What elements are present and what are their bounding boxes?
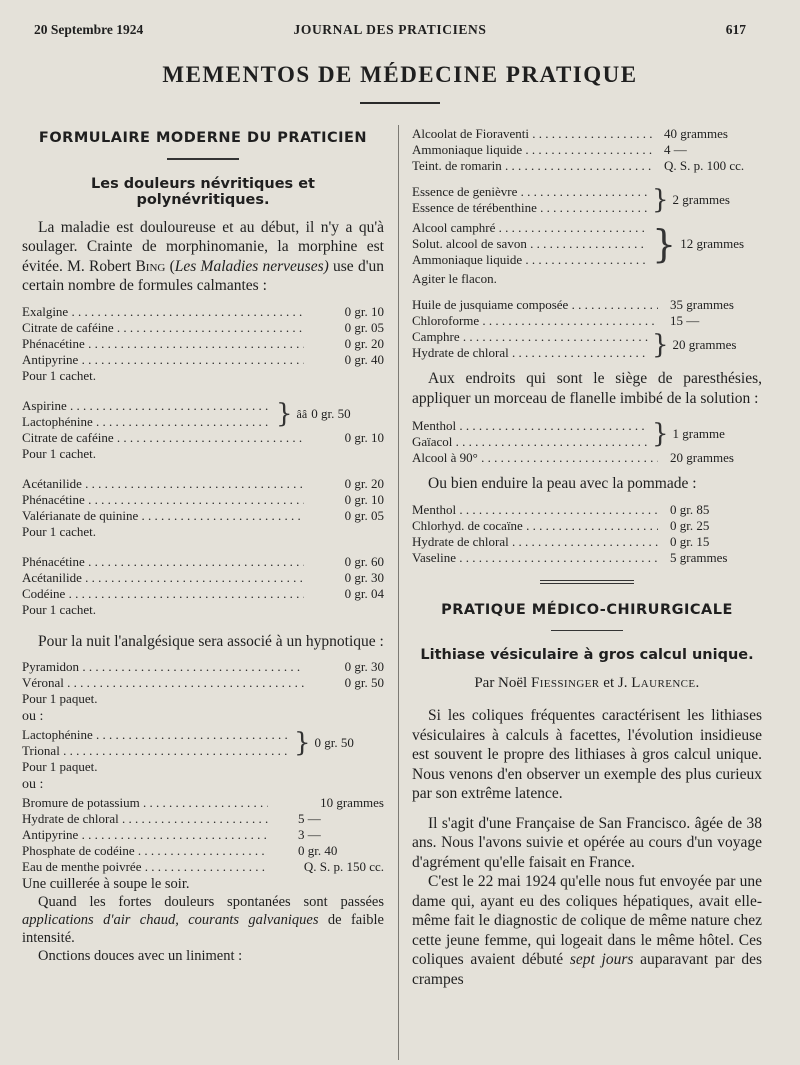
rx-name: Alcool camphré . . .: [412, 220, 648, 236]
rx-row: [22, 570, 384, 586]
rx-row: [22, 659, 384, 675]
rx-qty: 0 gr. 04: [344, 585, 384, 601]
rx-qty: 0 gr. 05: [344, 319, 384, 335]
rx-name: Phénacétine . . .: [22, 336, 304, 352]
rx-row: [22, 795, 384, 811]
byline-author-1: Fiessinger: [530, 675, 600, 691]
rx-name: Huile de jusquiame composée . . .: [412, 297, 658, 313]
intro-text-c: use d'un certain nombre de formules calmantes :: [22, 257, 384, 294]
rx-qty: 20 grammes: [670, 450, 734, 465]
section-rule: [551, 630, 623, 632]
formula-r1: [412, 126, 762, 174]
rx-ana: ââ: [296, 406, 308, 421]
rx-qty: 0 gr. 05: [344, 507, 384, 523]
section-title-formulaire: FORMULAIRE MODERNE DU PRATICIEN: [38, 130, 368, 146]
rx-row: [22, 430, 384, 446]
rx-row: [22, 554, 384, 570]
ou-label: ou :: [22, 709, 44, 724]
rx-brace-group: [412, 329, 762, 361]
rx-name: Menthol . . .: [412, 502, 658, 518]
formula-5: [22, 659, 384, 707]
rx-name: Bromure de potassium . . .: [22, 795, 268, 811]
rx-qty: 0 gr. 20: [344, 335, 384, 351]
running-header: [34, 20, 746, 42]
rx-qty: 0 gr. 10: [344, 303, 384, 319]
section-rule: [167, 158, 239, 160]
rx-name: Hydrate de chloral . . .: [22, 811, 268, 827]
rx-qty: 0 gr. 20: [344, 475, 384, 491]
rx-name: Acétanilide . . .: [22, 570, 304, 586]
formula-r4: [412, 297, 762, 361]
rx-name: Lactophénine . . .: [22, 727, 290, 743]
intro-text-a: La maladie est douloureuse et au début, il n'y a qu'à soulager. Crainte de morphinomanie, la morphine est évitée. M. Robert: [22, 218, 384, 275]
rx-name: Lactophénine . . .: [22, 414, 272, 430]
rx-qty: 0 gr. 15: [670, 533, 710, 549]
rx-qty: 5 grammes: [670, 549, 728, 565]
byline-author-2: Laurence.: [631, 675, 700, 691]
rx-row: [22, 352, 384, 368]
title-rule: [360, 102, 440, 104]
header-date: 20 Septembre 1924: [34, 22, 144, 37]
right-column: [412, 126, 762, 989]
rx-qty: 0 gr. 50: [311, 405, 351, 421]
article-subtitle-lithiase: Lithiase vésiculaire à gros calcul unique.: [420, 647, 754, 663]
rx-name: Essence de térébenthine . . .: [412, 200, 648, 216]
rx-row: [22, 675, 384, 691]
formula-r6: [412, 502, 762, 566]
page-title: MEMENTOS DE MÉDECINE PRATIQUE: [162, 62, 638, 87]
rx-qty: 12 grammes: [680, 236, 745, 251]
rx-name: Antipyrine . . .: [22, 827, 268, 843]
intro-book-title: Les Maladies nerveuses): [174, 257, 329, 275]
rx-name: Hydrate de chloral . . .: [412, 345, 648, 361]
rx-name: Codéine . . .: [22, 586, 304, 602]
rx-name: Vaseline . . .: [412, 550, 658, 566]
rx-name: Menthol . . .: [412, 418, 648, 434]
rx-row: [22, 476, 384, 492]
rx-name: Acétanilide . . .: [22, 476, 304, 492]
rx-name: Pyramidon . . .: [22, 659, 304, 675]
rx-name: Ammoniaque liquide . . .: [412, 252, 648, 268]
rx-name: Eau de menthe poivrée . . .: [22, 859, 268, 875]
brace: }: [276, 398, 293, 429]
formula-r5: [412, 418, 762, 466]
rx-qty: 2 grammes: [672, 192, 730, 207]
column-separator: [398, 125, 399, 1060]
rx-row: [412, 142, 762, 158]
rx-qty: 0 gr. 40: [298, 843, 338, 858]
rx-qty: 0 gr. 30: [344, 569, 384, 585]
rx-qty: 0 gr. 10: [344, 429, 384, 445]
rx-row: [22, 492, 384, 508]
intro-author: Bing: [135, 257, 166, 275]
rx-qty: 0 gr. 25: [670, 517, 710, 533]
pommade-paragraph: Ou bien enduire la peau avec la pommade :: [428, 475, 697, 492]
rx-name: Phosphate de codéine . . .: [22, 843, 268, 859]
rx-qty: 40 grammes: [664, 126, 728, 141]
rx-note: Pour 1 cachet.: [22, 367, 97, 383]
rx-name: Solut. alcool de savon . . .: [412, 236, 648, 252]
formula-2: [22, 398, 384, 462]
rx-qty: 0 gr. 50: [344, 675, 384, 690]
rx-name: Phénacétine . . .: [22, 492, 304, 508]
rx-row: [412, 502, 762, 518]
rx-qty: 0 gr. 60: [344, 553, 384, 569]
rx-brace-group: [22, 398, 384, 430]
rx-name: Phénacétine . . .: [22, 554, 304, 570]
rx-row: [22, 811, 384, 827]
rx-qty: 20 grammes: [672, 337, 737, 352]
rx-row: [22, 827, 384, 843]
brace: }: [652, 330, 669, 360]
rx-qty: 0 gr. 10: [344, 491, 384, 507]
formula-6: [22, 727, 384, 775]
article-paragraph-2: Il s'agit d'une Française de San Francisco. âgée de 38 ans. Nous l'avons suivie et opérée au cours d'un voyage d'agrément qu'elle faisait en France.: [412, 814, 762, 871]
pain-paragraph: [22, 893, 384, 947]
rx-name: Essence de genièvre . . .: [412, 184, 648, 200]
left-column: [22, 126, 384, 965]
rx-row: [412, 158, 762, 174]
rx-name: Teint. de romarin . . .: [412, 158, 652, 174]
byline: [412, 675, 762, 692]
brace: }: [652, 185, 669, 215]
rx-qty: 15 —: [670, 313, 700, 328]
rx-name: Camphre . . .: [412, 329, 648, 345]
rx-brace-group: [412, 184, 762, 216]
rx-qty: 35 grammes: [670, 297, 734, 312]
p3-text-c: auparavant par des crampes: [412, 951, 762, 988]
header-page-number: 617: [725, 22, 746, 37]
intro-text-b: (: [165, 257, 175, 275]
section-title-pratique: PRATIQUE MÉDICO-CHIRURGICALE: [441, 601, 733, 618]
rx-note: Pour 1 cachet.: [22, 445, 97, 461]
rx-row: [412, 450, 762, 466]
rx-row: [412, 126, 762, 142]
rx-row: [22, 586, 384, 602]
brace: }: [652, 419, 669, 449]
rx-name: Chloroforme . . .: [412, 313, 658, 329]
byline-et: et J.: [599, 675, 632, 691]
formula-3: [22, 476, 384, 540]
brace: }: [294, 728, 311, 758]
rx-note: Pour 1 paquet.: [22, 759, 98, 774]
rx-row: [412, 518, 762, 534]
rx-qty: 0 gr. 50: [314, 735, 354, 750]
rx-name: Alcool à 90° . . .: [412, 450, 658, 466]
formula-4: [22, 554, 384, 618]
rx-row: [412, 297, 762, 313]
rx-qty: Q. S. p. 100 cc.: [664, 158, 745, 173]
pain-text-italic: applications d'air chaud, courants galvaniques: [22, 912, 319, 928]
f7-dosage: Une cuillerée à soupe le soir.: [22, 876, 190, 892]
header-journal-name: JOURNAL DES PRATICIENS: [293, 22, 487, 37]
formula-7: [22, 795, 384, 875]
rx-brace-group: [412, 220, 762, 268]
rx-qty: 3 —: [298, 827, 321, 842]
rx-brace-group: [22, 727, 384, 759]
brace: }: [652, 222, 677, 266]
rx-note: Pour 1 paquet.: [22, 691, 98, 706]
rx-name: Citrate de caféine . . .: [22, 430, 304, 446]
paresthesies-paragraph: Aux endroits qui sont le siège de paresthésies, appliquer un morceau de flanelle imbibé de la solution :: [412, 370, 762, 407]
byline-par: Par Noël: [474, 675, 531, 691]
formula-r3: [412, 220, 762, 287]
rx-row: [22, 859, 384, 875]
p3-text-a: C'est le 22 mai 1924 qu'elle nous fut envoyée par une dame qui, ayant eu des coliques hépatiques, avait elle-même fait le diagnostic de colique de même nature chez cette jeune femme, qui logeait dans le même hôtel. Ces coliques avaient débuté: [412, 873, 762, 968]
rx-qty: 10 grammes: [320, 795, 384, 810]
article-paragraph-3: [412, 872, 762, 989]
rx-qty: 1 gramme: [672, 426, 725, 441]
rx-note: Pour 1 cachet.: [22, 523, 97, 539]
rx-note: Pour 1 cachet.: [22, 601, 97, 617]
rx-name: Valérianate de quinine . . .: [22, 508, 304, 524]
article-subtitle-douleurs: Les douleurs névritiques et polynévritiques.: [91, 175, 315, 208]
rx-row: [412, 534, 762, 550]
rx-name: Gaïacol . . .: [412, 434, 648, 450]
rx-row: [22, 304, 384, 320]
rx-name: Véronal . . .: [22, 675, 304, 691]
rx-qty: 4 —: [664, 142, 687, 157]
rx-name: Alcoolat de Fioraventi . . .: [412, 126, 652, 142]
rx-qty: 0 gr. 30: [344, 659, 384, 674]
rx-row: [412, 550, 762, 566]
rx-name: Hydrate de chloral . . .: [412, 534, 658, 550]
rx-row: [22, 843, 384, 859]
rx-name: Antipyrine . . .: [22, 352, 304, 368]
p3-italic: sept jours: [569, 951, 634, 968]
rx-note: Agiter le flacon.: [412, 271, 497, 286]
ou-label: ou :: [22, 777, 44, 792]
rx-brace-group: [412, 418, 762, 450]
rx-row: [22, 320, 384, 336]
rx-qty: 0 gr. 40: [344, 351, 384, 367]
rx-name: Trional . . .: [22, 743, 290, 759]
rx-qty: 5 —: [298, 811, 321, 826]
rx-name: Aspirine . . .: [22, 398, 272, 414]
pain-text-a: Quand les fortes douleurs spontanées sont passées: [38, 894, 384, 910]
rx-row: [22, 508, 384, 524]
rx-name: Exalgine . . .: [22, 304, 304, 320]
rx-name: Citrate de caféine . . .: [22, 320, 304, 336]
rx-row: [22, 336, 384, 352]
rx-name: Ammoniaque liquide . . .: [412, 142, 652, 158]
night-paragraph: Pour la nuit l'analgésique sera associé à un hypnotique :: [38, 632, 384, 650]
onctions-paragraph: Onctions douces avec un liniment :: [38, 948, 243, 964]
article-paragraph-1: Si les coliques fréquentes caractérisent les lithiases vésiculaires à calculs à facettes, l'évolution insidieuse est souvent le propre des lithiases à gros calcul unique. Nous venons d'en observer un exemple des plus curieux par son extrême latence.: [412, 707, 762, 802]
rx-row: [412, 313, 762, 329]
formula-r2: [412, 184, 762, 216]
rx-name: Chlorhyd. de cocaïne . . .: [412, 518, 658, 534]
pain-text-c: de faible intensité.: [22, 912, 384, 946]
intro-paragraph: [22, 218, 384, 296]
rx-qty: 0 gr. 85: [670, 501, 710, 517]
formula-1: [22, 304, 384, 384]
rx-qty: Q. S. p. 150 cc.: [303, 859, 384, 874]
